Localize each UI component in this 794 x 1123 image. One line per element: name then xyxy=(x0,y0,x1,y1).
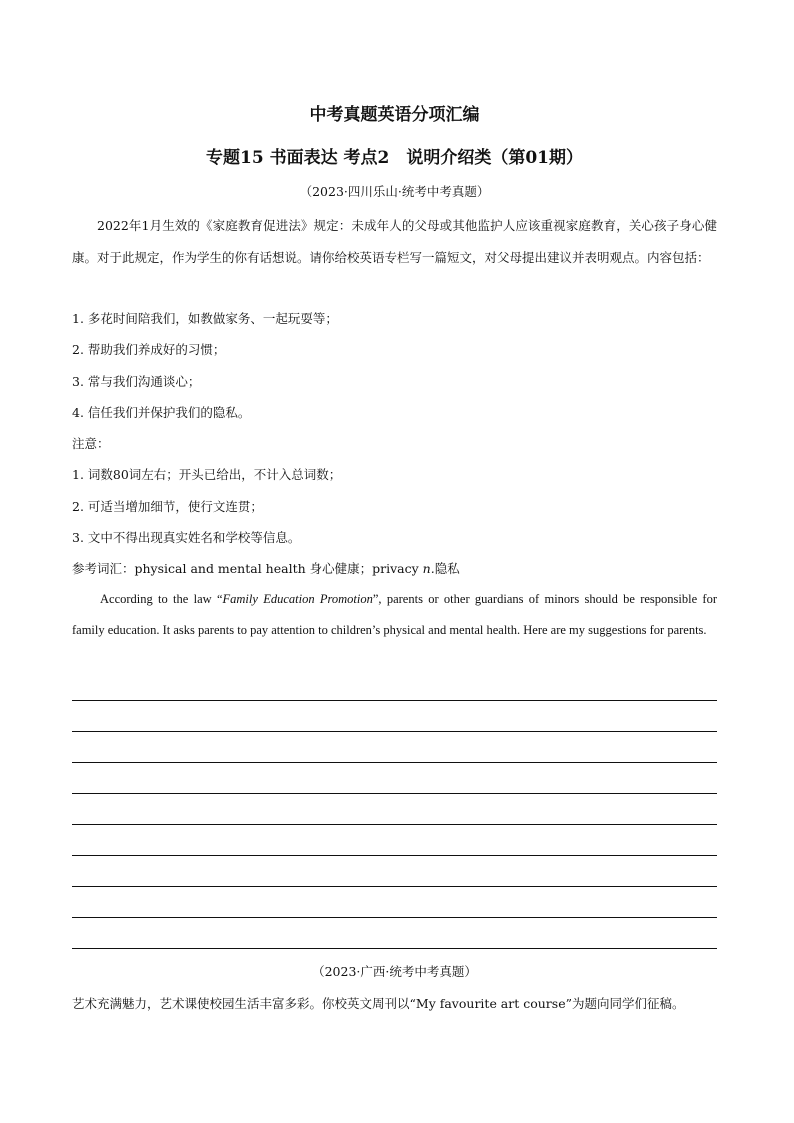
vocab-part-of-speech: n. xyxy=(422,561,435,576)
content-point-3: 3. 常与我们沟通谈心； xyxy=(72,374,201,389)
document-subtitle: 专题15 书面表达 考点2 说明介绍类（第01期） xyxy=(206,148,583,168)
vocab-meaning: 隐私 xyxy=(434,561,460,576)
writing-line[interactable] xyxy=(72,948,717,949)
vocab-text: 参考词汇：physical and mental health 身心健康；privacy xyxy=(72,561,423,576)
question2-intro: 艺术充满魅力，艺术课使校园生活丰富多彩。你校英文周刊以“My favourite art course”为题向同学们征稿。 xyxy=(72,996,685,1011)
note-1: 1. 词数80词左右；开头已给出，不计入总词数； xyxy=(72,467,342,482)
writing-line[interactable] xyxy=(72,855,717,856)
writing-line[interactable] xyxy=(72,731,717,732)
question1-source: （2023·四川乐山·统考中考真题） xyxy=(299,184,490,199)
question2-source: （2023·广西·统考中考真题） xyxy=(312,964,477,979)
writing-line[interactable] xyxy=(72,824,717,825)
writing-line[interactable] xyxy=(72,917,717,918)
content-point-4: 4. 信任我们并保护我们的隐私。 xyxy=(72,405,251,420)
notes-label: 注意： xyxy=(72,436,110,451)
opening-text-1: According to the law “ xyxy=(100,592,223,606)
writing-line[interactable] xyxy=(72,700,717,701)
question1-intro: 2022年1月生效的《家庭教育促进法》规定：未成年人的父母或其他监护人应该重视家庭教育，关心孩子身心健康。对于此规定，作为学生的你有话想说。请你给校英语专栏写一篇短文，对父母提出建议并表明观点。内容包括： xyxy=(72,218,717,265)
law-name: Family Education Promotion xyxy=(222,592,373,606)
content-point-1: 1. 多花时间陪我们，如教做家务、一起玩耍等； xyxy=(72,311,338,326)
opening-text-2: ”, parents or other guardians of minors should be responsible for family education. It asks parents to pay attention to children’s physical and mental health. Here are my suggestions for parents. xyxy=(72,592,717,637)
writing-line[interactable] xyxy=(72,886,717,887)
note-2: 2. 可适当增加细节，使行文连贯； xyxy=(72,499,263,514)
writing-line[interactable] xyxy=(72,793,717,794)
reference-vocabulary xyxy=(72,559,717,579)
writing-line[interactable] xyxy=(72,762,717,763)
content-point-2: 2. 帮助我们养成好的习惯； xyxy=(72,342,226,357)
note-3: 3. 文中不得出现真实姓名和学校等信息。 xyxy=(72,530,301,545)
essay-opening xyxy=(72,584,717,646)
document-title: 中考真题英语分项汇编 xyxy=(309,105,480,125)
